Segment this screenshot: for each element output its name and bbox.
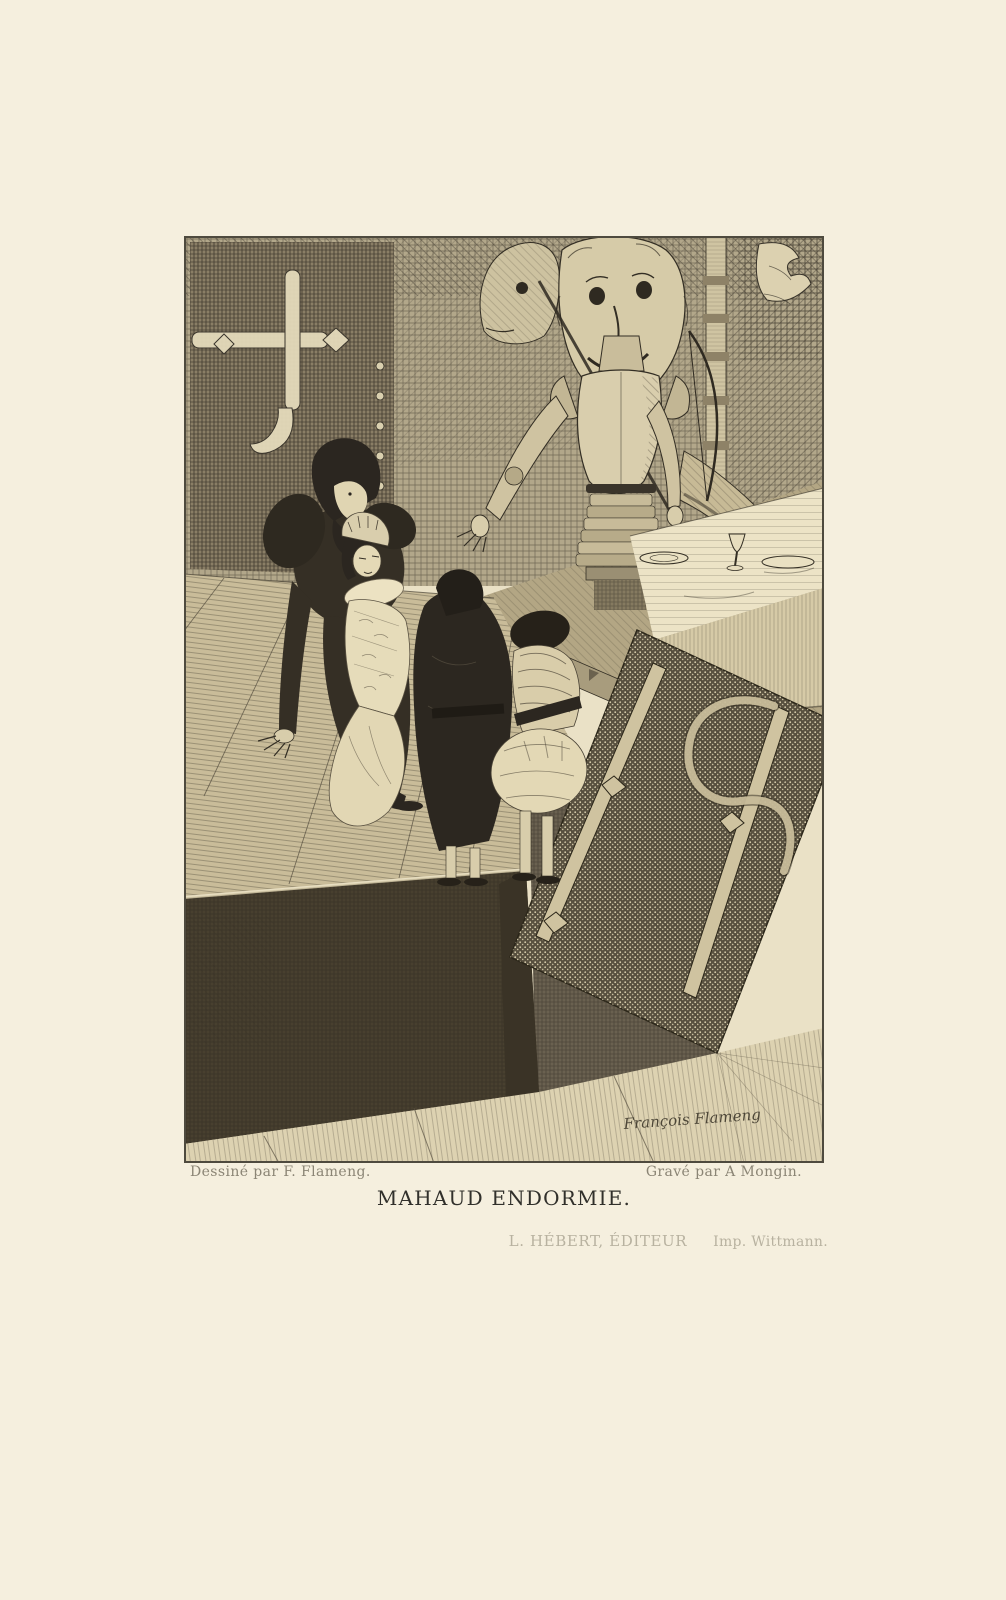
publisher-imprint: L. HÉBERT, ÉDITEUR: [508, 1232, 688, 1250]
etching-image: [184, 236, 824, 1163]
plate-signature: François Flameng: [623, 1105, 762, 1133]
table-plate: [640, 552, 688, 564]
drawn-by-caption: Dessiné par F. Flameng.: [190, 1164, 371, 1180]
printer-imprint: Imp. Wittmann.: [713, 1234, 828, 1250]
credit-captions: [184, 1164, 824, 1180]
etching-plate: [184, 236, 824, 1163]
table-plate: [762, 556, 814, 568]
imprint-line: [184, 1232, 828, 1250]
engraved-by-caption: Gravé par A Mongin.: [645, 1164, 802, 1180]
carved-relief: [740, 236, 824, 361]
print-title: MAHAUD ENDORMIE.: [376, 1186, 632, 1210]
